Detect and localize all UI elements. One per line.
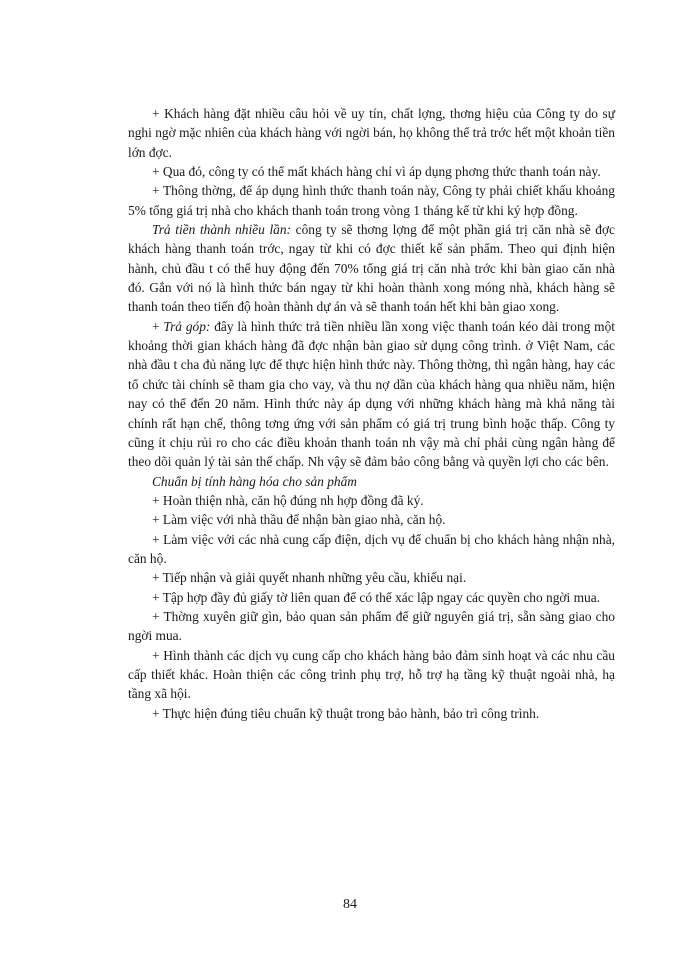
paragraph: + Qua đó, công ty có thể mất khách hàng chỉ vì áp dụng phơng thức thanh toán này. xyxy=(152,164,601,180)
bullet-prefix: + xyxy=(152,318,164,334)
list-item: + Thực hiện đúng tiêu chuẩn kỹ thuật trong bảo hành, bảo trì công trình. xyxy=(152,705,540,721)
list-item: + Hình thành các dịch vụ cung cấp cho khách hàng bảo đảm sinh hoạt và các nhu cầu cấp thiết khác. Hoàn thiện các công trình phụ trợ, hỗ trợ hạ tầng kỹ thuật ngoài nhà, hạ tầng xã hội. xyxy=(128,647,615,702)
paragraph-body: đây là hình thức trả tiền nhiều lần xong việc thanh toán kéo dài trong một khoảng thời gian khách hàng đã đợc nhận bàn giao sử dụng công trình. ở Việt Nam, các nhà đầu t cha đủ năng lực để thực hiện hình thức này. Thông thờng, thì ngân hàng, hay các tổ chức tài chính sẽ tham gia cho vay, và thu nợ dần của khách hàng qua nhiều năm, hiện nay có thể đến 20 năm. Hình thức này áp dụng với những khách hàng mà khả năng tài chính rất hạn chế, thông tơng ứng với sản phẩm có giá trị trung bình hoặc thấp. Công ty cũng ít chịu rủi ro cho các điều khoản thanh toán nh vậy mà chỉ phải cùng ngân hàng để theo dõi quản lý tài sản thế chấp. Nh vậy sẽ đảm bảo công bằng và quyền lợi cho các bên. xyxy=(128,318,616,470)
paragraph-body: công ty sẽ thơng lợng để một phần giá trị căn nhà sẽ đợc khách hàng thanh toán trớc, ngay từ khi có đợc thiết kế sản phẩm. Theo qui định hiện hành, chủ đầu t có thể huy động đến 70% tổng giá trị căn nhà trớc khi bàn giao căn nhà đó. Gắn với nó là hình thức bán ngay từ khi hoàn thành xong móng nhà, khách hàng sẽ thanh toán theo tiến độ hoàn thành dự án và sẽ thanh toán hết khi bàn giao xong. xyxy=(128,222,615,315)
paragraph-lead: Trả góp: xyxy=(163,318,211,334)
list-item: + Hoàn thiện nhà, căn hộ đúng nh hợp đồng đã ký. xyxy=(152,492,424,508)
list-item: + Làm việc với các nhà cung cấp điện, dịch vụ để chuẩn bị cho khách hàng nhận nhà, căn hộ. xyxy=(128,531,615,566)
paragraph: + Khách hàng đặt nhiều câu hỏi về uy tín, chất lợng, thơng hiệu của Công ty do sự nghi ngờ mặc nhiên của khách hàng với ngời bán, họ không thể trả trớc hết một khoản tiền lớn đợc. xyxy=(128,106,615,160)
paragraph: + Thông thờng, để áp dụng hình thức thanh toán này, Công ty phải chiết khấu khoảng 5% tổng giá trị nhà cho khách thanh toán trong vòng 1 tháng kể từ khi ký hợp đồng. xyxy=(128,183,615,218)
paragraph-installments xyxy=(128,220,615,317)
list-item: + Tập hợp đầy đủ giấy tờ liên quan để có thể xác lập ngay các quyền cho ngời mua. xyxy=(152,589,600,605)
page-number: 84 xyxy=(343,897,357,912)
paragraph-lead: Trả tiền thành nhiều lần: xyxy=(152,222,292,238)
section-heading: Chuẩn bị tính hàng hóa cho sản phẩm xyxy=(152,473,357,489)
paragraph-tra-gop xyxy=(128,317,615,472)
body-text xyxy=(128,104,615,723)
list-item: + Làm việc với nhà thầu để nhận bàn giao nhà, căn hộ. xyxy=(152,512,446,528)
list-item: + Tiếp nhận và giải quyết nhanh những yêu cầu, khiếu nại. xyxy=(152,570,467,586)
list-item: + Thờng xuyên giữ gìn, bảo quan sản phẩm để giữ nguyên giá trị, sẵn sàng giao cho ngời mua. xyxy=(128,608,615,644)
